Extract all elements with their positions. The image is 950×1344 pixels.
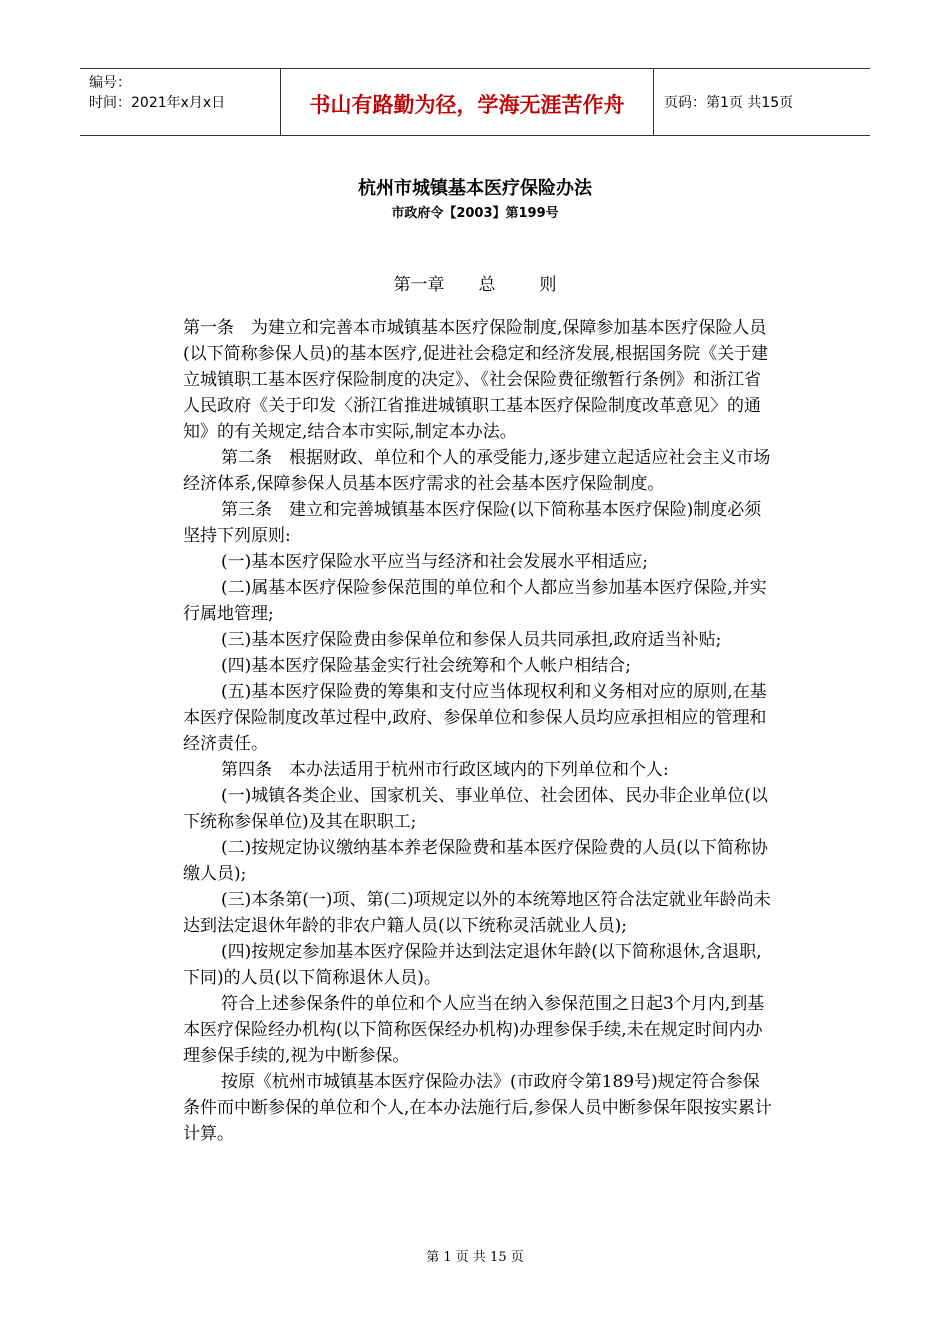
header-page-cell: [654, 69, 870, 135]
document-title: 杭州市城镇基本医疗保险办法: [358, 178, 592, 199]
paragraph: (三)本条第(一)项、第(二)项规定以外的本统筹地区符合法定就业年龄尚未达到法定退休年龄的非农户籍人员(以下统称灵活就业人员);: [183, 890, 771, 936]
motto-text: 书山有路勤为径，学海无涯苦作舟: [309, 93, 625, 117]
chapter-prefix: 第一章: [393, 275, 445, 295]
paragraph: 符合上述参保条件的单位和个人应当在纳入参保范围之日起3个月内,到基本医疗保险经办机构(以下简称医保经办机构)办理参保手续,未在规定时间内办理参保手续的,视为中断参保。: [183, 994, 765, 1066]
number-label: 编号：: [89, 75, 131, 91]
paragraph: (一)基本医疗保险水平应当与经济和社会发展水平相适应;: [221, 552, 648, 572]
paragraph: 第二条 根据财政、单位和个人的承受能力,逐步建立起适应社会主义市场经济体系,保障参保人员基本医疗需求的社会基本医疗保险制度。: [183, 448, 771, 494]
paragraph: 第三条 建立和完善城镇基本医疗保险(以下简称基本医疗保险)制度必须坚持下列原则:: [183, 500, 762, 546]
paragraph: (四)按规定参加基本医疗保险并达到法定退休年龄(以下简称退休,含退职,下同)的人员(以下简称退休人员)。: [183, 942, 762, 988]
chapter-word-2: 则: [539, 275, 557, 295]
paragraph: 按原《杭州市城镇基本医疗保险办法》(市政府令第189号)规定符合参保条件而中断参保的单位和个人,在本办法施行后,参保人员中断参保年限按实累计计算。: [183, 1072, 772, 1144]
chapter-heading: [0, 270, 950, 295]
time-label: 时间：2021年x月x日: [89, 95, 226, 111]
document-body: [183, 315, 773, 1147]
paragraph: (二)属基本医疗保险参保范围的单位和个人都应当参加基本医疗保险,并实行属地管理;: [183, 578, 767, 624]
paragraph: (五)基本医疗保险费的筹集和支付应当体现权利和义务相对应的原则,在基本医疗保险制度改革过程中,政府、参保单位和参保人员均应承担相应的管理和经济责任。: [183, 682, 767, 754]
page-footer: 第 1 页 共 15 页: [426, 1250, 524, 1265]
paragraph: (四)基本医疗保险基金实行社会统筹和个人帐户相结合;: [221, 656, 631, 676]
document-subtitle: 市政府令【2003】第199号: [391, 206, 559, 221]
paragraph: (一)城镇各类企业、国家机关、事业单位、社会团体、民办非企业单位(以下统称参保单位)及其在职职工;: [183, 786, 768, 832]
paragraph: 第四条 本办法适用于杭州市行政区域内的下列单位和个人:: [221, 760, 669, 780]
page-info: 页码：第1页 共15页: [664, 95, 794, 111]
header-meta-cell: [80, 69, 281, 135]
paragraph: (二)按规定协议缴纳基本养老保险费和基本医疗保险费的人员(以下简称协缴人员);: [183, 838, 768, 884]
header-motto-cell: [281, 69, 654, 135]
paragraph: (三)基本医疗保险费由参保单位和参保人员共同承担,政府适当补贴;: [221, 630, 722, 650]
paragraph: 第一条 为建立和完善本市城镇基本医疗保险制度,保障参加基本医疗保险人员(以下简称参保人员)的基本医疗,促进社会稳定和经济发展,根据国务院《关于建立城镇职工基本医疗保险制度的决定》、《社会保险费征缴暂行条例》和浙江省人民政府《关于印发〈浙江省推进城镇职工基本医疗保险制度改革意见〉的通知》的有关规定,结合本市实际,制定本办法。: [183, 318, 769, 442]
header-table: [80, 68, 870, 136]
chapter-word-1: 总: [478, 275, 496, 295]
